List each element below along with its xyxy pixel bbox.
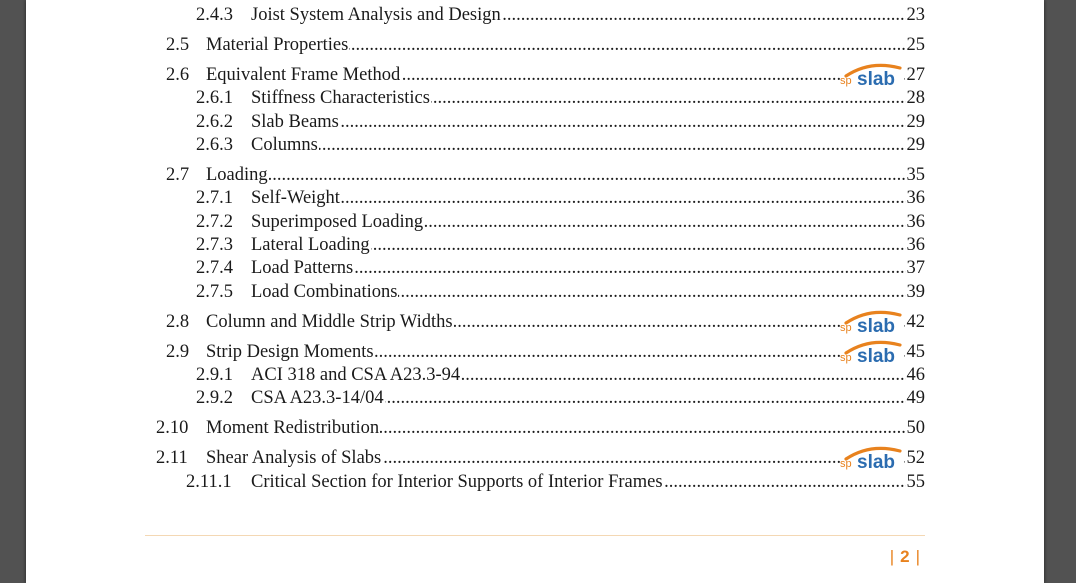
toc-section-number: 2.8 <box>166 312 190 332</box>
toc-entry[interactable] <box>26 234 1044 256</box>
toc-section-title: Load Patterns <box>251 258 354 278</box>
toc-page-number: 28 <box>906 88 925 108</box>
toc-section-title: ACI 318 and CSA A23.3-94 <box>251 365 461 385</box>
toc-entry[interactable] <box>26 257 1044 279</box>
toc-section-title: Column and Middle Strip Widths <box>206 312 453 332</box>
toc-page-number: 46 <box>906 365 925 385</box>
toc-section-title: Shear Analysis of Slabs <box>206 448 382 468</box>
toc-section-number: 2.9.2 <box>196 388 233 408</box>
toc-section-number: 2.6.2 <box>196 112 233 132</box>
toc-section-title: Stiffness Characteristics <box>251 88 430 108</box>
toc-page-number: 29 <box>906 135 925 155</box>
page-number: 2 <box>900 547 910 566</box>
toc-entry[interactable] <box>26 164 1044 186</box>
toc-entry[interactable] <box>26 311 1044 333</box>
toc-section-title: Material Properties <box>206 35 349 55</box>
spslab-logo-icon <box>840 339 904 365</box>
toc-section-title: Slab Beams <box>251 112 339 132</box>
toc-entry[interactable] <box>26 4 1044 26</box>
svg-text:sp: sp <box>840 75 852 87</box>
footer-page-number <box>884 547 926 567</box>
footer-separator-left: | <box>889 547 895 566</box>
svg-text:slab: slab <box>857 346 896 365</box>
toc-entry[interactable] <box>26 87 1044 109</box>
toc-entry[interactable] <box>26 134 1044 156</box>
toc-page-number: 36 <box>906 235 925 255</box>
toc-section-number: 2.11 <box>156 448 188 468</box>
toc-section-number: 2.6.1 <box>196 88 233 108</box>
toc-entry[interactable] <box>26 387 1044 409</box>
toc-page-number: 55 <box>906 472 925 492</box>
toc-section-number: 2.7.5 <box>196 282 233 302</box>
toc-section-number: 2.7.2 <box>196 212 233 232</box>
toc-section-title: Strip Design Moments <box>206 342 374 362</box>
toc-section-title: Superimposed Loading <box>251 212 424 232</box>
toc-section-title: Load Combinations <box>251 282 398 302</box>
toc-entry[interactable] <box>26 34 1044 56</box>
toc-section-title: Critical Section for Interior Supports of Interior Frames <box>251 472 663 492</box>
toc-section-number: 2.7.3 <box>196 235 233 255</box>
toc-entry[interactable] <box>26 447 1044 469</box>
toc-entry[interactable] <box>26 281 1044 303</box>
toc-entry[interactable] <box>26 471 1044 493</box>
toc-page-number: 25 <box>906 35 925 55</box>
toc-page-number: 39 <box>906 282 925 302</box>
toc-page-number: 23 <box>906 5 925 25</box>
toc-section-title: Self-Weight <box>251 188 340 208</box>
toc-section-number: 2.10 <box>156 418 189 438</box>
toc-page-number: 52 <box>906 448 925 468</box>
toc-section-title: CSA A23.3-14/04 <box>251 388 384 408</box>
toc-section-title: Columns <box>251 135 318 155</box>
toc-page-number: 50 <box>906 418 925 438</box>
toc-page-number: 29 <box>906 112 925 132</box>
toc-section-title: Loading <box>206 165 268 185</box>
toc-entry[interactable] <box>26 187 1044 209</box>
toc-section-title: Joist System Analysis and Design <box>251 5 501 25</box>
svg-text:slab: slab <box>857 452 896 471</box>
toc-page-number: 36 <box>906 188 925 208</box>
toc-section-number: 2.9 <box>166 342 190 362</box>
toc-dot-leader <box>271 187 925 209</box>
svg-text:sp: sp <box>840 322 852 334</box>
toc-section-title: Equivalent Frame Method <box>206 65 401 85</box>
spslab-logo-icon <box>840 309 904 335</box>
toc-entry[interactable] <box>26 111 1044 133</box>
toc-section-number: 2.5 <box>166 35 190 55</box>
toc-section-number: 2.7.1 <box>196 188 233 208</box>
toc-section-number: 2.4.3 <box>196 5 233 25</box>
svg-text:sp: sp <box>840 458 852 470</box>
spslab-logo-icon <box>840 62 904 88</box>
toc-page-number: 36 <box>906 212 925 232</box>
spslab-logo-icon <box>840 445 904 471</box>
footer-rule <box>145 535 925 536</box>
toc-entry[interactable] <box>26 417 1044 439</box>
toc-entry[interactable] <box>26 211 1044 233</box>
toc-dot-leader <box>271 134 925 156</box>
document-page <box>26 0 1044 583</box>
toc-page-number: 49 <box>906 388 925 408</box>
toc-section-title: Lateral Loading <box>251 235 370 255</box>
toc-entry[interactable] <box>26 364 1044 386</box>
footer-separator-right: | <box>915 547 920 566</box>
toc-section-number: 2.9.1 <box>196 365 233 385</box>
toc-page-number: 37 <box>906 258 925 278</box>
toc-section-number: 2.7.4 <box>196 258 233 278</box>
toc-page-number: 42 <box>906 312 925 332</box>
svg-text:slab: slab <box>857 69 896 88</box>
toc-section-number: 2.11.1 <box>186 472 232 492</box>
svg-text:sp: sp <box>840 352 852 364</box>
toc-section-number: 2.6.3 <box>196 135 233 155</box>
toc-dot-leader <box>271 111 925 133</box>
toc-page-number: 27 <box>906 65 925 85</box>
toc-section-number: 2.7 <box>166 165 190 185</box>
toc-section-number: 2.6 <box>166 65 190 85</box>
toc-page-number: 35 <box>906 165 925 185</box>
toc-entry[interactable] <box>26 341 1044 363</box>
toc-section-title: Moment Redistribution <box>206 418 380 438</box>
toc-page-number: 45 <box>906 342 925 362</box>
toc-entry[interactable] <box>26 64 1044 86</box>
toc-dot-leader <box>226 164 925 186</box>
svg-text:slab: slab <box>857 316 896 335</box>
toc-dot-leader <box>271 257 925 279</box>
